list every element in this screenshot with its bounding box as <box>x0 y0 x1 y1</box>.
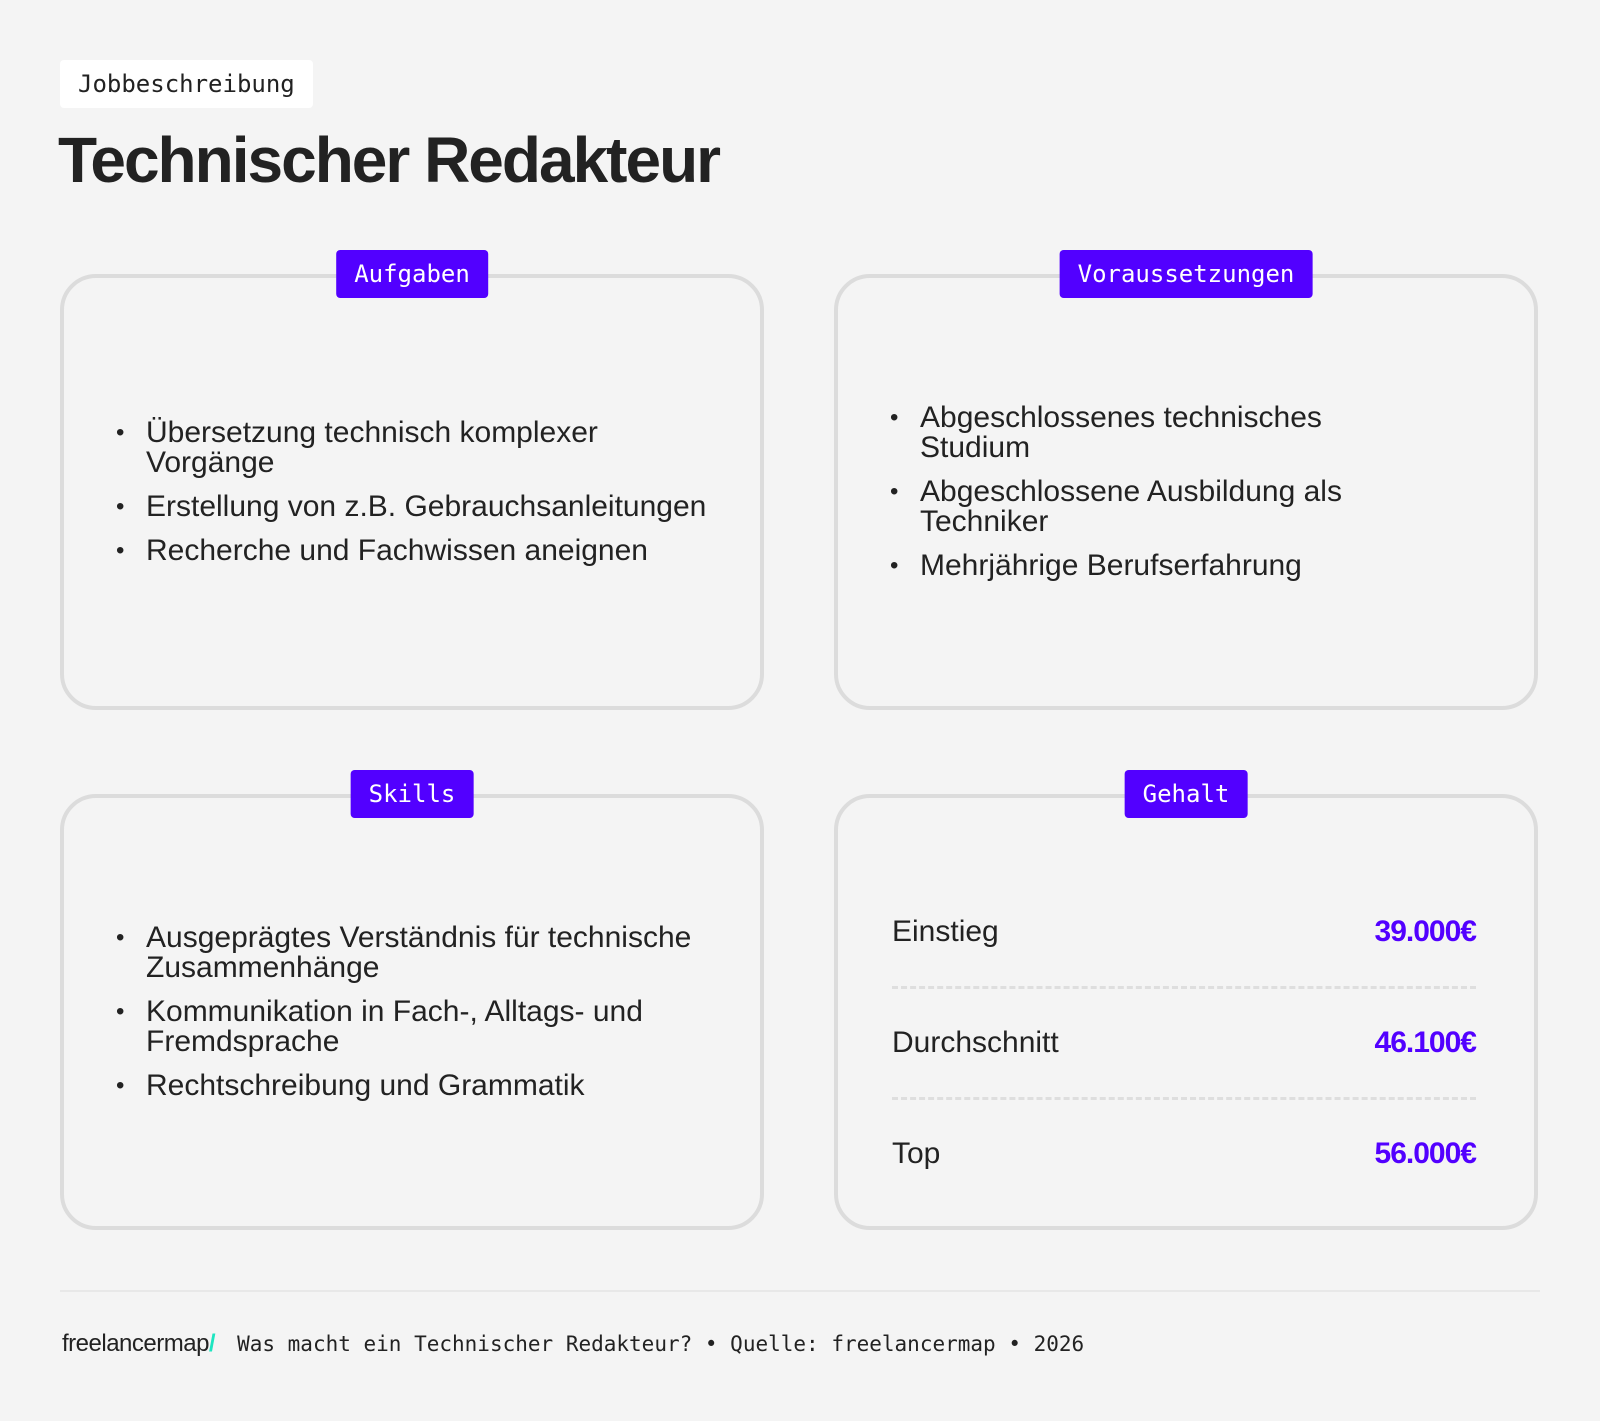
bullet-icon: • <box>890 478 899 505</box>
salary-label: Durchschnitt <box>892 1026 1059 1059</box>
source-caption: Was macht ein Technischer Redakteur? • Quelle: freelancermap • 2026 <box>237 1332 1085 1356</box>
list-item: • Abgeschlossenes technisches Studium <box>890 401 1322 464</box>
tasks-list <box>116 418 720 566</box>
skills-badge: Skills <box>351 770 474 818</box>
list-item: • Recherche und Fachwissen aneignen <box>116 534 648 567</box>
bullet-icon: • <box>116 924 125 951</box>
tasks-card <box>60 260 764 710</box>
salary-label: Einstieg <box>892 915 999 948</box>
logo-slash-icon: / <box>208 1330 216 1357</box>
salary-value: 56.000€ <box>1374 1137 1476 1170</box>
requirements-badge: Voraussetzungen <box>1060 250 1313 298</box>
page-title: Technischer Redakteur <box>58 124 720 196</box>
category-tag: Jobbeschreibung <box>60 60 313 108</box>
bullet-icon: • <box>890 404 899 431</box>
tasks-badge: Aufgaben <box>336 250 488 298</box>
list-item: • Mehrjährige Berufserfahrung <box>890 549 1302 582</box>
salary-badge: Gehalt <box>1125 770 1248 818</box>
list-item: • Übersetzung technisch komplexer Vorgänge <box>116 416 598 479</box>
salary-label: Top <box>892 1137 941 1170</box>
salary-row-entry <box>892 878 1476 986</box>
bullet-icon: • <box>890 552 899 579</box>
bullet-icon: • <box>116 1072 125 1099</box>
bullet-icon: • <box>116 419 125 446</box>
salary-table <box>892 878 1476 1208</box>
list-item: • Ausgeprägtes Verständnis für technische Zusammenhänge <box>116 921 692 984</box>
requirements-card <box>834 260 1538 710</box>
bullet-icon: • <box>116 493 125 520</box>
bullet-icon: • <box>116 998 125 1025</box>
freelancermap-logo: freelancermap/ <box>62 1330 216 1357</box>
salary-row-top <box>892 1100 1476 1208</box>
footer-divider <box>60 1290 1540 1292</box>
list-item: • Kommunikation in Fach-, Alltags- und Fremdsprache <box>116 995 643 1058</box>
bullet-icon: • <box>116 537 125 564</box>
skills-list <box>116 923 720 1101</box>
salary-row-average <box>892 989 1476 1097</box>
list-item: • Rechtschreibung und Grammatik <box>116 1069 585 1102</box>
list-item: • Abgeschlossene Ausbildung als Techniker <box>890 475 1342 538</box>
footer <box>62 1330 1084 1358</box>
skills-card <box>60 780 764 1230</box>
salary-card <box>834 780 1538 1230</box>
salary-value: 39.000€ <box>1374 915 1476 948</box>
list-item: • Erstellung von z.B. Gebrauchsanleitungen <box>116 490 707 523</box>
requirements-list <box>890 403 1384 581</box>
salary-value: 46.100€ <box>1374 1026 1476 1059</box>
